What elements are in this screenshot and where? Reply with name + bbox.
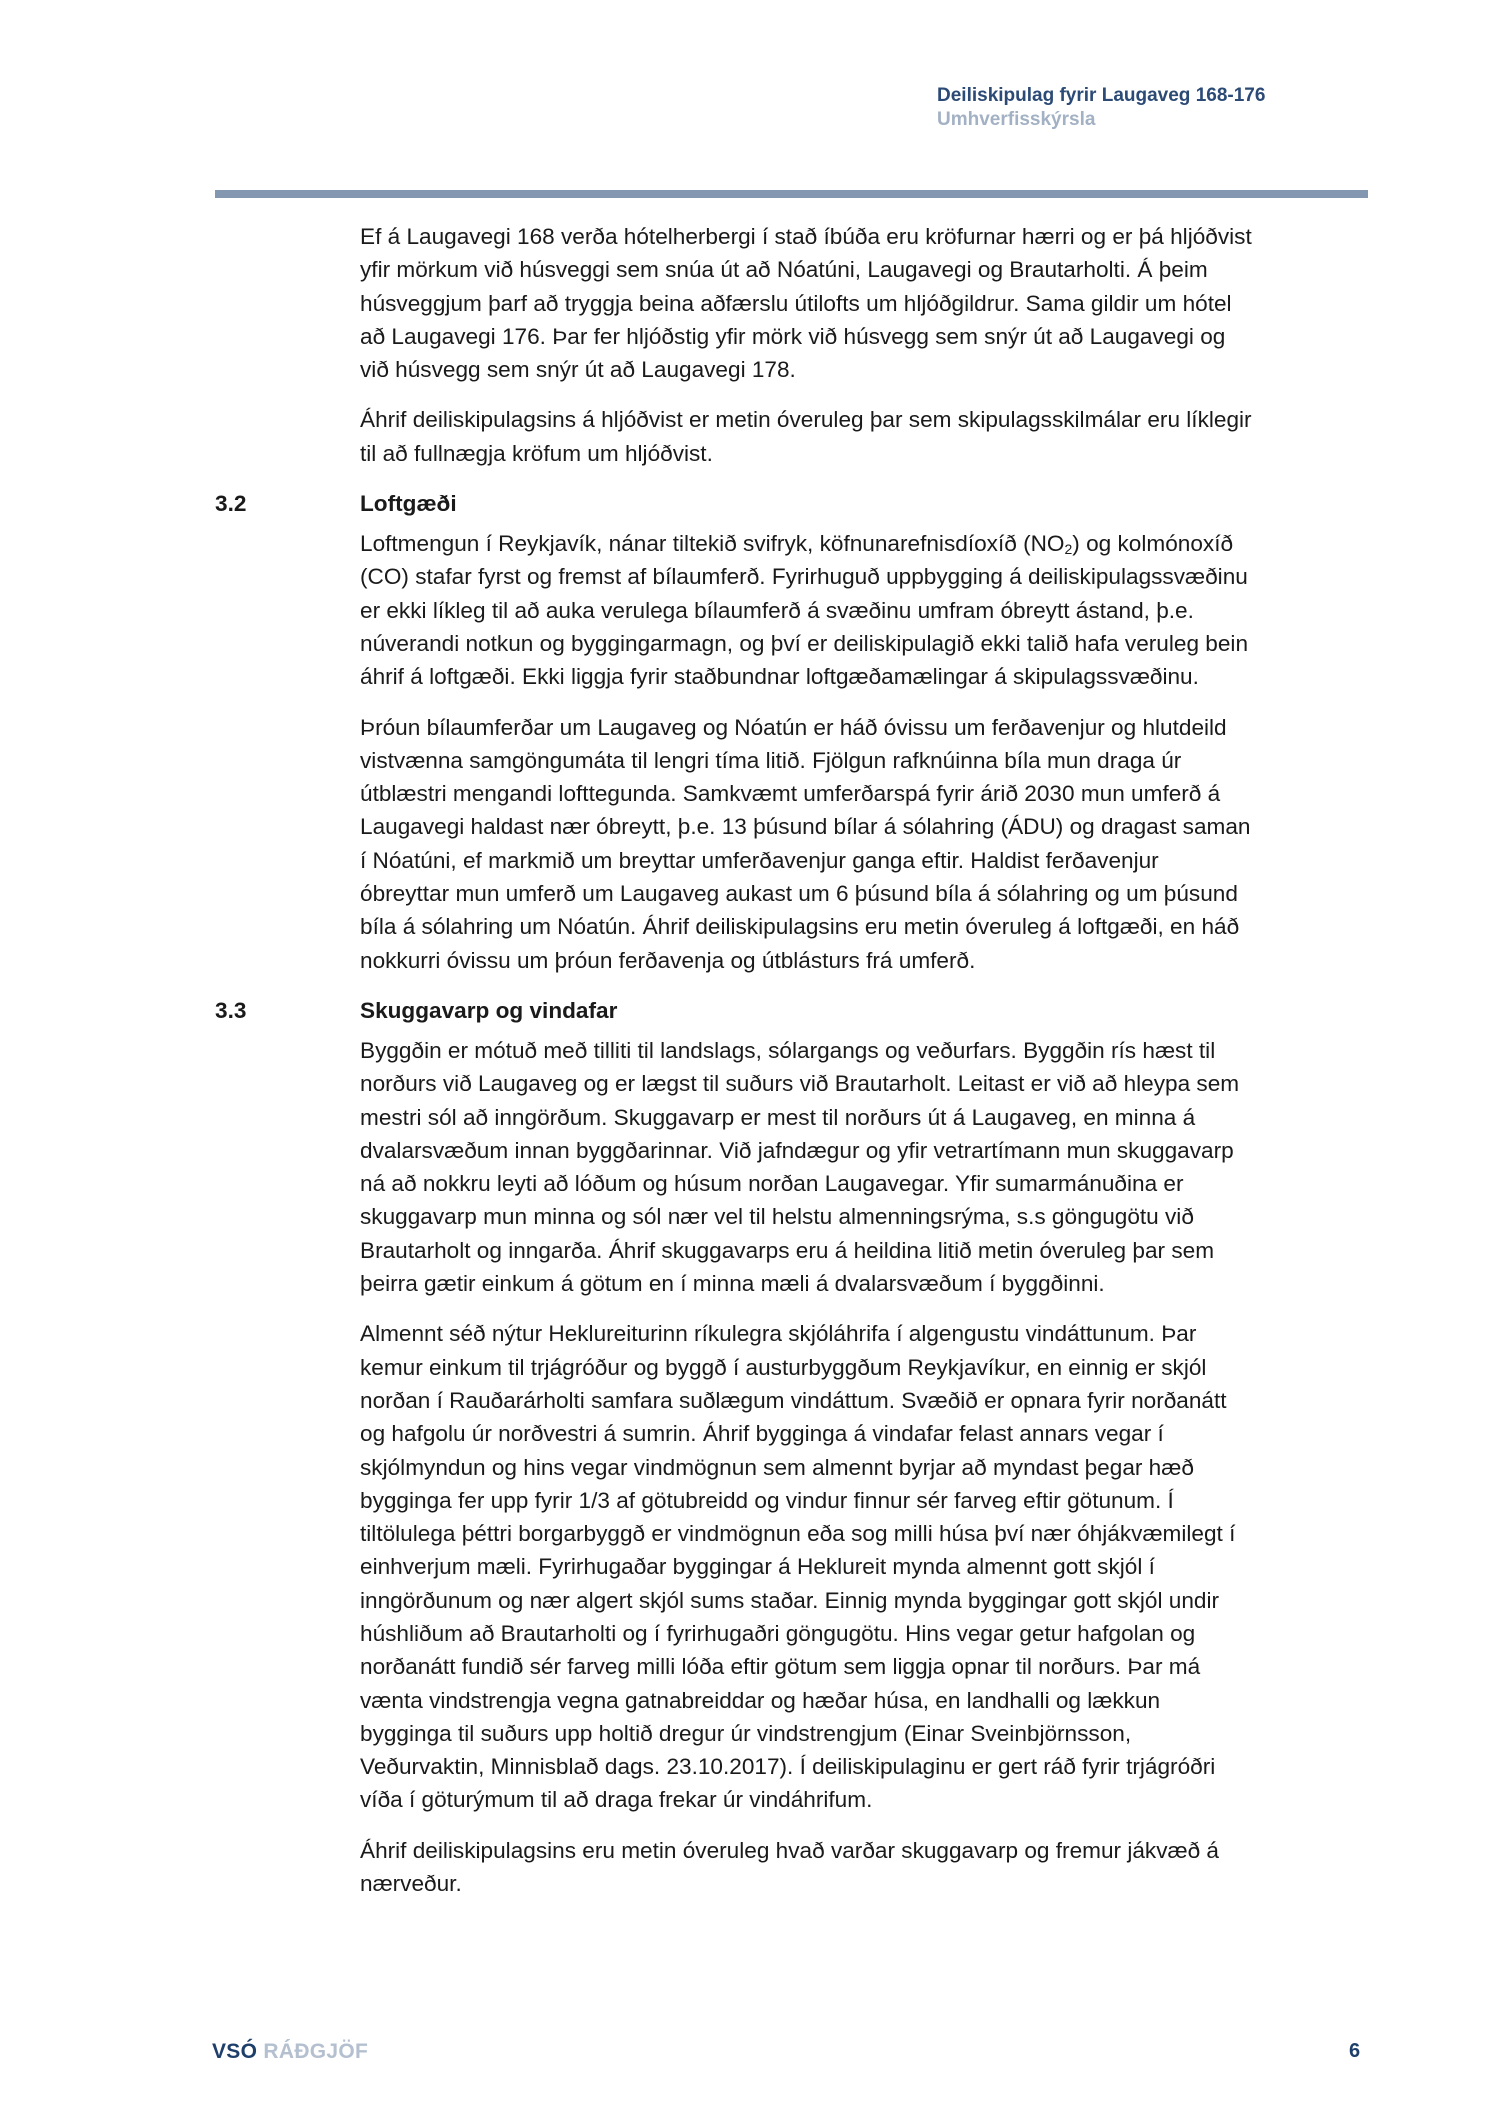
text-line: Þróun bílaumferðar um Laugaveg og Nóatún er háð óvissu um ferðavenjur og hlutdeild (360, 714, 1227, 740)
text-line: í Nóatúni, ef markmið um breyttar umferðavenjur ganga eftir. Haldist ferðavenjur (360, 847, 1159, 873)
text-line: tiltölulega þéttri borgarbyggð er vindmögnun eða sog milli húsa því nær óhjákvæmilegt í (360, 1521, 1236, 1547)
text-line: bygginga til suðurs upp holtið dregur úr vindstrengjum (Einar Sveinbjörnsson, (360, 1720, 1132, 1746)
document-title: Deiliskipulag fyrir Laugaveg 168-176 (937, 85, 1266, 106)
text-line: norðurs við Laugaveg og er lægst til suðurs við Brautarholt. Leitast er við að hleypa sem (360, 1071, 1240, 1097)
text-line: áhrif á loftgæði. Ekki liggja fyrir staðbundnar loftgæðamælingar á skipulagssvæðinu. (360, 664, 1199, 690)
text-line: mestri sól að inngörðum. Skuggavarp er mest til norðurs út á Laugaveg, en minna á (360, 1104, 1196, 1130)
text-line: einhverjum mæli. Fyrirhugaðar byggingar á Heklureit mynda almennt gott skjól í (360, 1554, 1155, 1580)
text-line: yfir mörkum við húsveggi sem snúa út að Nóatúni, Laugavegi og Brautarholti. Á þeim (360, 257, 1208, 283)
text-line: skuggavarp mun minna og sól nær vel til helstu almenningsrýma, s.s göngugötu við (360, 1204, 1194, 1230)
section-heading-3-3 (215, 994, 1375, 1027)
text-line: Áhrif deiliskipulagsins á hljóðvist er metin óveruleg þar sem skipulagsskilmálar eru líklegir (360, 407, 1252, 433)
text-line: til að fullnægja kröfum um hljóðvist. (360, 440, 713, 466)
text-line: Brautarholt og inngarða. Áhrif skuggavarps eru á heildina litið metin óveruleg þar sem (360, 1237, 1215, 1263)
text-line: inngörðunum og nær algert skjól sums staðar. Einnig mynda byggingar gott skjól undir (360, 1587, 1220, 1613)
text-line: víða í göturýmum til að draga frekar úr vindáhrifum. (360, 1787, 873, 1813)
text-line: Laugavegi haldast nær óbreytt, þ.e. 13 þúsund bílar á sólahring (ÁDU) og dragast saman (360, 814, 1251, 840)
text-line: dvalarsvæðum innan byggðarinnar. Við jafndægur og yfir vetrartímann mun skuggavarp (360, 1137, 1234, 1163)
text-line: húsveggjum þarf að tryggja beina aðfærslu útilofts um hljóðgildrur. Sama gildir um hótel (360, 290, 1232, 316)
text-line: núverandi notkun og byggingarmagn, og því er deiliskipulagið ekki talið hafa veruleg bein (360, 630, 1249, 656)
text-line: útblæstri mengandi lofttegunda. Samkvæmt umferðarspá fyrir árið 2030 mun umferð á (360, 781, 1221, 807)
text-line: húshliðum að Brautarholti og í fyrirhugaðri göngugötu. Hins vegar getur hafgolan og (360, 1620, 1196, 1646)
paragraph (360, 527, 1375, 693)
text-line: (CO) stafar fyrst og fremst af bílaumferð. Fyrirhuguð uppbygging á deiliskipulagssvæðinu (360, 564, 1248, 590)
text-line: bíla á sólahring um Nóatún. Áhrif deiliskipulagsins eru metin óveruleg á loftgæði, en háð (360, 914, 1240, 940)
paragraph (360, 1034, 1375, 1300)
text-line: skjólmyndun og hins vegar vindmögnun sem almennt byrjar að myndast þegar hæð (360, 1454, 1194, 1480)
text-line: Loftmengun í Reykjavík, nánar tiltekið svifryk, köfnunarefnisdíoxíð $(NO_2)$ og kolmónoxíð (360, 531, 1234, 558)
paragraph (360, 403, 1375, 470)
text-line: og hafgolu úr norðvestri á sumrin. Áhrif bygginga á vindafar felast annars vegar í (360, 1421, 1164, 1447)
text-line: vænta vindstrengja vegna gatnabreiddar og hæðar húsa, en landhalli og lækkun (360, 1687, 1161, 1713)
text-line: Áhrif deiliskipulagsins eru metin óveruleg hvað varðar skuggavarp og fremur jákvæð á (360, 1837, 1219, 1863)
text-line: nærveður. (360, 1871, 462, 1897)
paragraph (360, 711, 1375, 977)
section-title: Skuggavarp og vindafar (360, 997, 618, 1023)
text-line: vistvænna samgöngumáta til lengri tíma litið. Fjölgun rafknúinna bíla mun draga úr (360, 747, 1182, 773)
paragraph (360, 1834, 1375, 1901)
text-line: þeirra gætir einkum á götum en í minna mæli á dvalarsvæðum í byggðinni. (360, 1271, 1105, 1297)
text-line: norðanátt fundið sér farveg milli lóða eftir götum sem liggja opnar til norðurs. Þar má (360, 1654, 1201, 1680)
section-title: Loftgæði (360, 491, 457, 517)
text-line: Veðurvaktin, Minnisblað dags. 23.10.2017). Í deiliskipulaginu er gert ráð fyrir trjágróðri (360, 1754, 1216, 1780)
text-line: við húsvegg sem snýr út að Laugavegi 178. (360, 357, 796, 383)
subscript: 2 (1064, 541, 1073, 558)
section-number: 3.3 (215, 997, 247, 1023)
text-line: Almennt séð nýtur Heklureiturinn ríkulegra skjóláhrifa í algengustu vindáttunum. Þar (360, 1321, 1197, 1347)
text-line: er ekki líkleg til að auka verulega bílaumferð á svæðinu umfram óbreytt ástand, þ.e. (360, 597, 1194, 623)
section-heading-3-2 (215, 487, 1375, 520)
company-logo: VSÓ RÁÐGJÖF (212, 2040, 369, 2063)
running-header (937, 84, 1265, 132)
text-line: ná að nokkru leyti að lóðum og húsum norðan Laugavegar. Yfir sumarmánuðina er (360, 1171, 1184, 1197)
text-line: nokkurri óvissu um þróun ferðavenja og útblásturs frá umferð. (360, 947, 976, 973)
text-line: óbreyttar mun umferð um Laugaveg aukast um 6 þúsund bíla á sólahring og um þúsund (360, 881, 1238, 907)
page-content (215, 220, 1375, 1917)
page-number: 6 (1349, 2040, 1361, 2062)
text-line: kemur einkum til trjágróður og byggð í austurbyggðum Reykjavíkur, en einnig er skjól (360, 1354, 1207, 1380)
text-line: Ef á Laugavegi 168 verða hótelherbergi í stað íbúða eru kröfurnar hærri og er þá hljóðvist (360, 224, 1252, 249)
document-subtitle: Umhverfisskýrsla (937, 109, 1096, 130)
text-line: Byggðin er mótuð með tilliti til landslags, sólargangs og veðurfars. Byggðin rís hæst til (360, 1037, 1216, 1063)
text-line: að Laugavegi 176. Þar fer hljóðstig yfir mörk við húsvegg sem snýr út að Laugavegi og (360, 323, 1226, 349)
paragraph (360, 220, 1375, 386)
text-line: norðan í Rauðarárholti samfara suðlægum vindáttum. Svæðið er opnara fyrir norðanátt (360, 1387, 1227, 1413)
text-line: bygginga fer upp fyrir 1/3 af götubreidd og vindur finnur sér farveg eftir götunum. Í (360, 1487, 1174, 1513)
header-divider (215, 190, 1368, 198)
paragraph (360, 1317, 1375, 1816)
section-number: 3.2 (215, 491, 247, 517)
